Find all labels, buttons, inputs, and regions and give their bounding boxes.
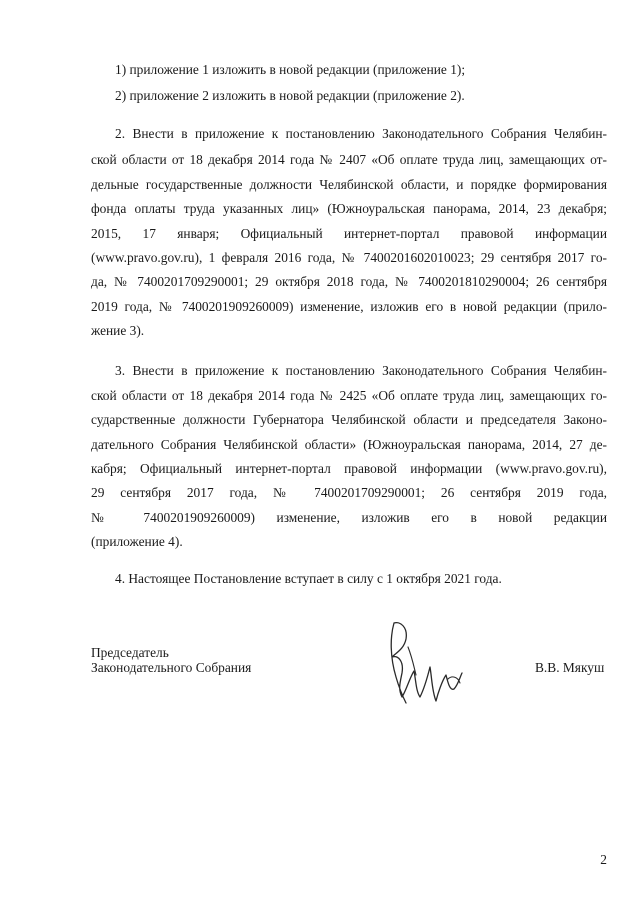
handwritten-signature [378, 617, 474, 715]
paragraph-2-line: 2. Внести в приложение к постановлению Законодательного Собрания Челябин- [115, 126, 607, 141]
paragraph-3-line: (приложение 4). [91, 534, 183, 549]
paragraph-3-line: 3. Внести в приложение к постановлению Законодательного Собрания Челябин- [115, 363, 607, 378]
paragraph-2-line: 2015, 17 января; Официальный интернет-портал правовой информации [91, 226, 607, 241]
signatory-title-line-2: Законодательного Собрания [91, 660, 252, 675]
list-item: 2) приложение 2 изложить в новой редакции (приложение 2). [115, 88, 465, 103]
paragraph-2-line: да, № 7400201709290001; 29 октября 2018 года, № 7400201810290004; 26 сентября [91, 274, 607, 289]
paragraph-2-line: жение 3). [91, 323, 145, 338]
paragraph-3-line: ской области от 18 декабря 2014 года № 2425 «Об оплате труда лиц, замещающих го- [91, 388, 607, 403]
paragraph-2-line: фонда оплаты труда указанных лиц» (Южноуральская панорама, 2014, 23 декабря; [91, 201, 607, 216]
signatory-name: В.В. Мякуш [535, 660, 605, 675]
paragraph-2-line: (www.pravo.gov.ru), 1 февраля 2016 года, № 7400201602010023; 29 сентября 2017 го- [91, 250, 607, 265]
paragraph-2-line: дельные государственные должности Челябинской области, и порядке формирования [91, 177, 607, 192]
paragraph-3-line: дательного Собрания Челябинской области» (Южноуральская панорама, 2014, 27 де- [91, 437, 607, 452]
signatory-title-line-1: Председатель [91, 645, 169, 660]
paragraph-3-line: 29 сентября 2017 года, № 7400201709290001; 26 сентября 2019 года, [91, 485, 607, 500]
list-item: 1) приложение 1 изложить в новой редакции (приложение 1); [115, 62, 466, 77]
page-number: 2 [600, 852, 607, 867]
paragraph-3-line: кабря; Официальный интернет-портал правовой информации (www.pravo.gov.ru), [91, 461, 607, 476]
paragraph-2-line: 2019 года, № 7400201909260009) изменение, изложив его в новой редакции (прило- [91, 299, 607, 314]
paragraph-3-line: сударственные должности Губернатора Челябинской области и председателя Законо- [91, 412, 607, 427]
paragraph-3-line: № 7400201909260009) изменение, изложив его в новой редакции [91, 510, 607, 525]
paragraph-2-line: ской области от 18 декабря 2014 года № 2407 «Об оплате труда лиц, замещающих от- [91, 152, 607, 167]
paragraph-4: 4. Настоящее Постановление вступает в силу с 1 октября 2021 года. [115, 571, 502, 586]
